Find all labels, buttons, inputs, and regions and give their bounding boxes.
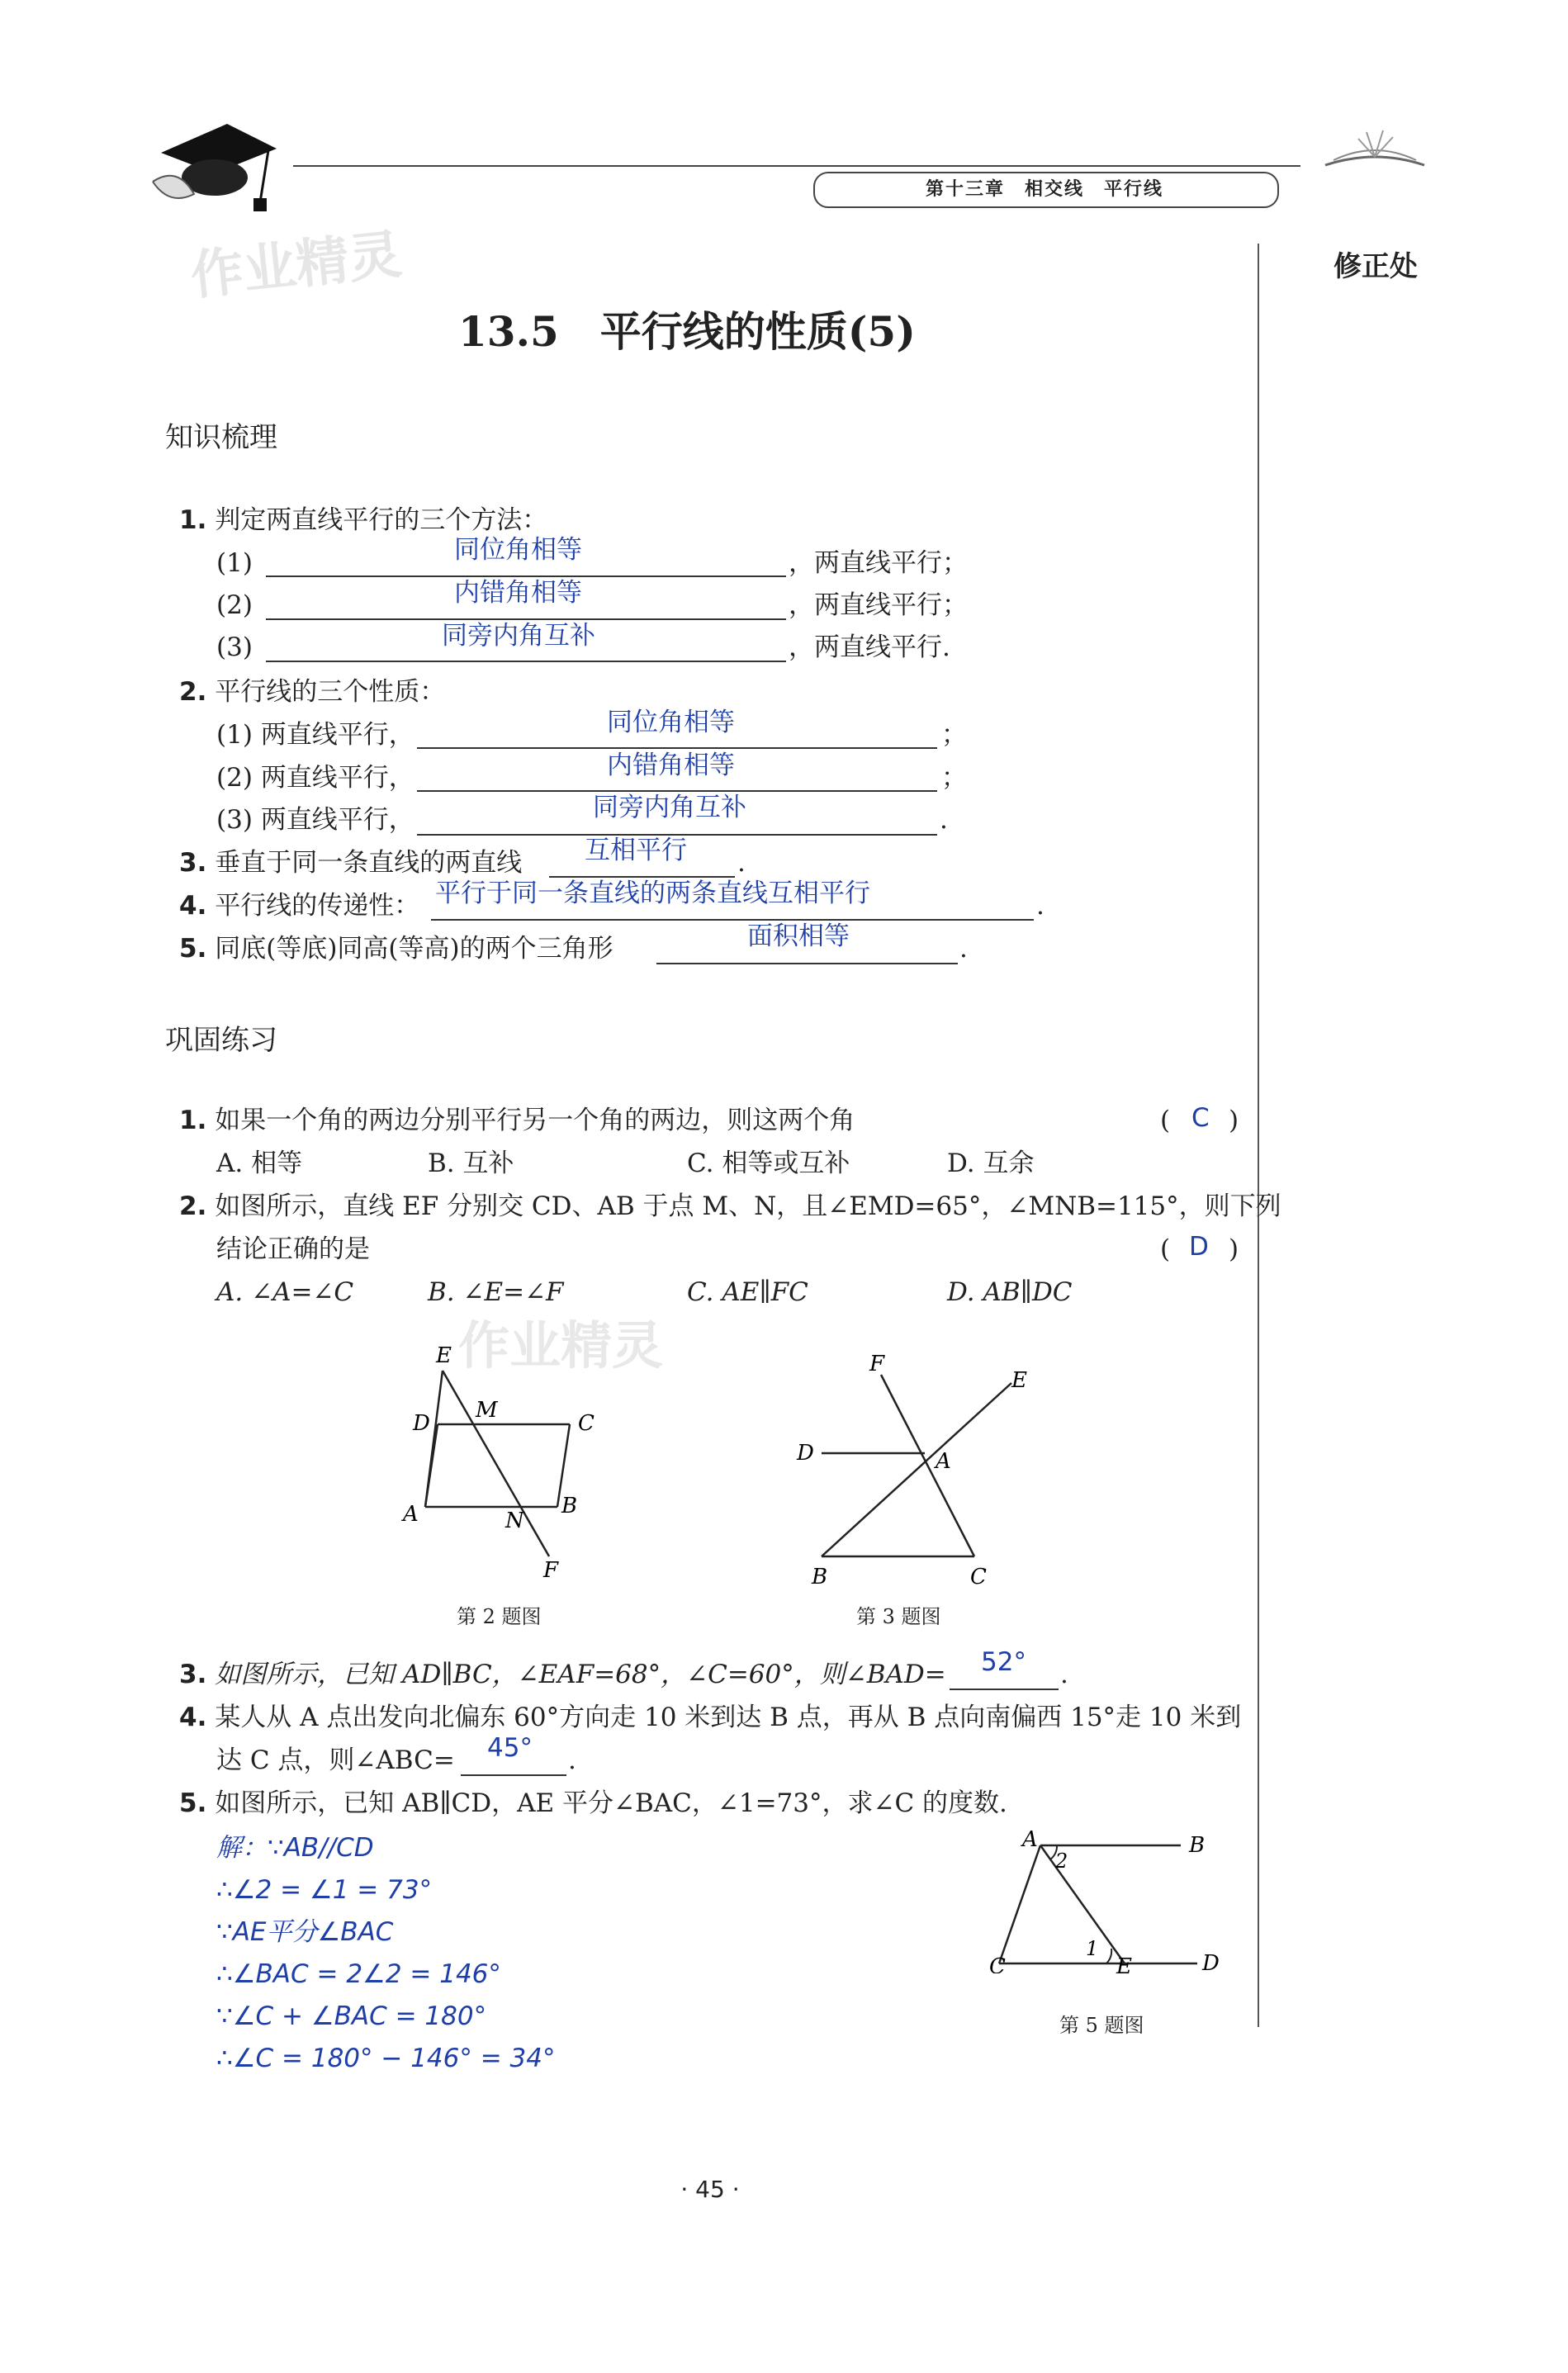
p-q1-bracket-right: ) xyxy=(1229,1106,1239,1135)
fig5-caption: 第 5 题图 xyxy=(1059,2014,1144,2037)
p-q3-suffix: . xyxy=(1060,1660,1068,1689)
fig3-line-fc xyxy=(881,1375,974,1556)
k-q3-answer: 互相平行 xyxy=(585,836,687,865)
k-q4-answer: 平行于同一条直线的两条直线互相平行 xyxy=(435,879,870,908)
p-q2-option-d: D. AB∥DC xyxy=(947,1277,1073,1307)
k-q2-text: 平行线的三个性质： xyxy=(215,677,446,707)
p-q2-answer: D xyxy=(1189,1232,1209,1262)
fig5-angle-1-arc xyxy=(1106,1949,1111,1963)
k-q1-3-suffix: ，两直线平行. xyxy=(789,632,950,662)
p-q2-text-1: 如图所示，直线 EF 分别交 CD、AB 于点 M、N，且∠EMD=65°，∠MNB=115°，则下列 xyxy=(215,1191,1281,1221)
p-q4-suffix: . xyxy=(568,1745,576,1775)
k-q1-2-suffix: ，两直线平行； xyxy=(789,590,968,620)
p-q5-solution-4: ∴∠BAC = 2∠2 = 146° xyxy=(216,1959,501,1989)
fig2-label-b: B xyxy=(561,1494,578,1518)
fig2-label-d: D xyxy=(413,1411,430,1436)
fig2-label-a: A xyxy=(403,1502,419,1527)
k-q1-2-answer: 内错角相等 xyxy=(454,578,582,608)
k-q1-1-label: (1) xyxy=(216,548,253,578)
p-q5-text: 如图所示，已知 AB∥CD，AE 平分∠BAC，∠1=73°，求∠C 的度数. xyxy=(215,1788,1007,1818)
figure-3 xyxy=(789,1354,1036,1594)
p-q5-solution-3: ∵AE平分∠BAC xyxy=(216,1917,394,1947)
k-q2-2-blank xyxy=(417,790,937,792)
p-q4-text-1: 某人从 A 点出发向北偏东 60°方向走 10 米到达 B 点，再从 B 点向南偏西 15°走 10 米到 xyxy=(215,1703,1242,1732)
section-heading-knowledge: 知识梳理 xyxy=(165,421,277,454)
k-q4-text: 平行线的传递性： xyxy=(215,891,420,921)
p-q2-text-2: 结论正确的是 xyxy=(216,1234,370,1264)
k-q5-blank xyxy=(656,963,958,964)
p-q2-option-b: B. ∠E=∠F xyxy=(428,1277,564,1307)
p-q1-num: 1. xyxy=(179,1106,207,1135)
fig2-caption: 第 2 题图 xyxy=(457,1605,542,1628)
p-q5-solution-6: ∴∠C = 180° − 146° = 34° xyxy=(216,2044,556,2073)
page-title: 13.5 平行线的性质(5) xyxy=(458,307,916,356)
k-q4-num: 4. xyxy=(179,891,207,921)
margin-rule xyxy=(1258,244,1259,2027)
book-icon xyxy=(1317,124,1433,173)
p-q5-solution-2: ∴∠2 = ∠1 = 73° xyxy=(216,1875,433,1905)
fig3-label-b: B xyxy=(812,1565,828,1589)
k-q3-suffix: . xyxy=(737,848,746,878)
k-q2 xyxy=(179,675,445,708)
p-q2-option-c: C. AE∥FC xyxy=(687,1277,808,1307)
k-q5 xyxy=(179,932,613,965)
k-q1-1-answer: 同位角相等 xyxy=(454,535,582,565)
p-q1-answer: C xyxy=(1191,1103,1210,1133)
k-q2-1-suffix: ； xyxy=(941,720,967,750)
chapter-title: 第十三章 相交线 平行线 xyxy=(925,179,1163,200)
k-q1-2-label: (2) xyxy=(216,590,253,620)
k-q2-3-answer: 同旁内角互补 xyxy=(593,793,746,822)
fig2-label-c: C xyxy=(578,1411,595,1436)
p-q2-line1 xyxy=(179,1190,1281,1223)
p-q5-num: 5. xyxy=(179,1788,207,1818)
fig5-label-e: E xyxy=(1116,1954,1132,1973)
header-rule xyxy=(293,165,1300,167)
k-q1 xyxy=(179,504,547,537)
k-q5-answer: 面积相等 xyxy=(747,921,850,951)
fig2-label-e: E xyxy=(436,1343,452,1368)
fig3-caption: 第 3 题图 xyxy=(856,1605,941,1628)
k-q1-1-blank xyxy=(266,575,786,577)
p-q5-solution-1: 解：∵AB//CD xyxy=(216,1833,374,1863)
fig5-line-ae xyxy=(1040,1845,1125,1963)
figure-2 xyxy=(396,1338,628,1585)
p-q1-bracket-left: ( xyxy=(1160,1106,1171,1135)
k-q1-1-suffix: ，两直线平行； xyxy=(789,548,968,578)
fig5-label-b: B xyxy=(1189,1833,1206,1858)
k-q1-text: 判定两直线平行的三个方法： xyxy=(215,505,548,535)
fig3-label-f: F xyxy=(869,1354,885,1376)
graduation-cap-icon xyxy=(144,116,285,215)
fig2-label-f: F xyxy=(543,1558,559,1583)
section-heading-practice: 巩固练习 xyxy=(165,1024,277,1057)
k-q2-3-label: (3) 两直线平行， xyxy=(216,805,415,835)
p-q4-text-2: 达 C 点，则∠ABC= xyxy=(216,1745,455,1775)
p-q4-answer: 45° xyxy=(487,1733,533,1763)
k-q1-2-blank xyxy=(266,618,786,620)
k-q5-suffix: . xyxy=(959,934,968,964)
fig5-line-ac xyxy=(999,1845,1040,1963)
p-q1 xyxy=(179,1104,855,1137)
k-q5-num: 5. xyxy=(179,934,207,964)
correction-label: 修正处 xyxy=(1334,250,1418,283)
k-q1-3-label: (3) xyxy=(216,632,253,662)
fig3-label-d: D xyxy=(797,1441,814,1466)
fig5-label-a: A xyxy=(1022,1827,1038,1852)
p-q4-blank xyxy=(461,1774,566,1776)
k-q2-1-blank xyxy=(417,747,937,749)
fig5-label-d: D xyxy=(1202,1951,1220,1973)
p-q1-option-b: B. 互补 xyxy=(428,1149,514,1178)
p-q3-num: 3. xyxy=(179,1660,207,1689)
p-q1-option-c: C. 相等或互补 xyxy=(687,1149,850,1178)
k-q2-2-answer: 内错角相等 xyxy=(607,751,735,780)
fig3-label-a: A xyxy=(936,1449,951,1474)
fig3-line-ae xyxy=(822,1383,1011,1556)
k-q1-3-blank xyxy=(266,661,786,662)
k-q3 xyxy=(179,846,522,879)
fig5-label-c: C xyxy=(989,1954,1006,1973)
k-q2-3-suffix: . xyxy=(940,805,948,835)
fig5-label-1: 1 xyxy=(1086,1937,1099,1960)
p-q3-blank xyxy=(950,1689,1059,1690)
p-q2-bracket-right: ) xyxy=(1229,1234,1239,1264)
k-q2-2-label: (2) 两直线平行， xyxy=(216,763,415,793)
fig2-label-m: M xyxy=(476,1398,498,1423)
p-q1-text: 如果一个角的两边分别平行另一个角的两边，则这两个角 xyxy=(215,1106,855,1135)
k-q5-text: 同底(等底)同高(等高)的两个三角形 xyxy=(215,934,613,964)
p-q3-answer: 52° xyxy=(981,1647,1026,1677)
watermark-mid: 作业精灵 xyxy=(458,1315,664,1376)
fig2-label-n: N xyxy=(505,1509,524,1533)
p-q4-line1 xyxy=(179,1701,1241,1734)
p-q2-option-a: A. ∠A=∠C xyxy=(216,1277,354,1307)
p-q4-num: 4. xyxy=(179,1703,207,1732)
fig2-line-ae xyxy=(425,1371,443,1507)
figure-5 xyxy=(974,1825,1239,1973)
k-q4-blank xyxy=(431,919,1034,921)
k-q1-3-answer: 同旁内角互补 xyxy=(442,621,595,651)
p-q2-bracket-left: ( xyxy=(1160,1234,1171,1264)
k-q2-1-answer: 同位角相等 xyxy=(607,708,735,737)
p-q2-num: 2. xyxy=(179,1191,207,1221)
p-q5-solution-5: ∵∠C + ∠BAC = 180° xyxy=(216,2001,487,2031)
k-q4 xyxy=(179,889,419,922)
p-q5 xyxy=(179,1787,1007,1820)
k-q1-num: 1. xyxy=(179,505,207,535)
k-q3-blank xyxy=(549,876,735,878)
k-q3-text: 垂直于同一条直线的两直线 xyxy=(215,848,523,878)
k-q2-1-label: (1) 两直线平行， xyxy=(216,720,415,750)
fig3-label-e: E xyxy=(1011,1368,1027,1393)
p-q1-option-a: A. 相等 xyxy=(216,1149,303,1178)
p-q3 xyxy=(179,1658,946,1691)
k-q3-num: 3. xyxy=(179,848,207,878)
p-q1-option-d: D. 互余 xyxy=(947,1149,1035,1178)
watermark: 作业精灵 xyxy=(187,224,405,308)
k-q2-2-suffix: ； xyxy=(941,763,967,793)
fig3-label-c: C xyxy=(970,1565,987,1589)
k-q4-suffix: . xyxy=(1036,891,1045,921)
page-number: · 45 · xyxy=(680,2176,740,2203)
k-q2-num: 2. xyxy=(179,677,207,707)
fig5-label-2: 2 xyxy=(1055,1850,1068,1873)
p-q3-text: 如图所示，已知 AD∥BC，∠EAF=68°，∠C=60°，则∠BAD= xyxy=(215,1660,946,1689)
